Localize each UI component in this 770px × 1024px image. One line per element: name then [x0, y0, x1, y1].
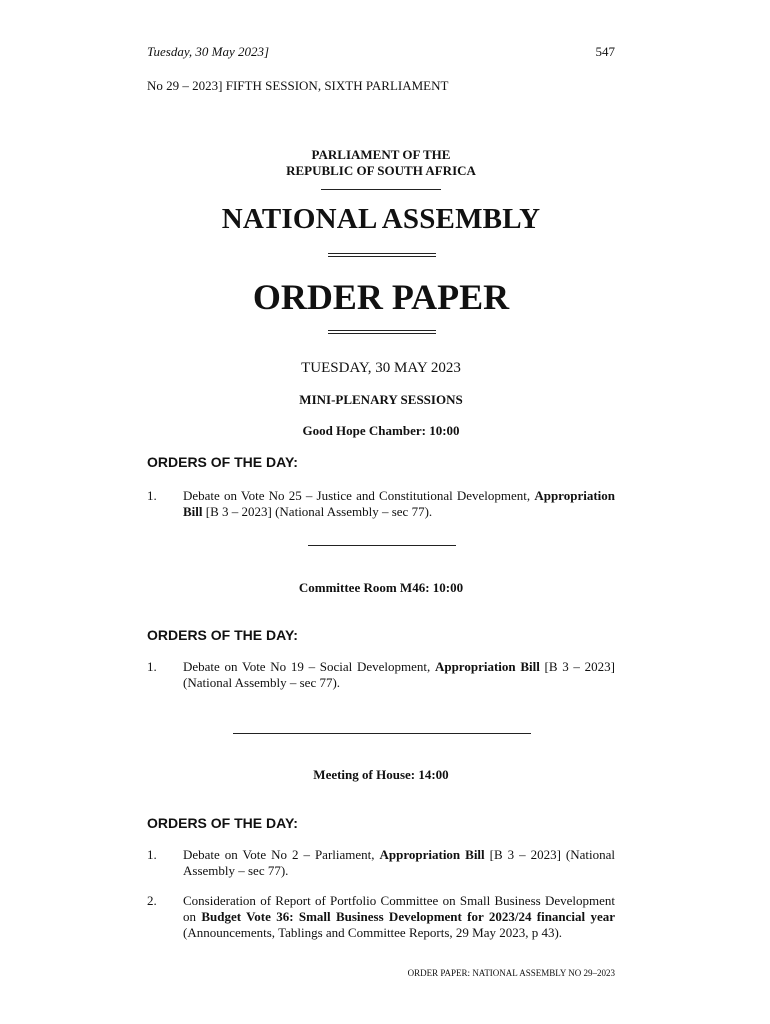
- parliament-line-2: REPUBLIC OF SOUTH AFRICA: [286, 163, 476, 178]
- order-item: [147, 893, 615, 941]
- item-number: 2.: [147, 893, 157, 908]
- section-divider: [233, 733, 531, 734]
- item-text: Debate on Vote No 25 – Justice and Constitutional Development, Appropriation Bill [B 3 – 2023] (National Assembly – sec 77).: [183, 488, 615, 519]
- item-text: Debate on Vote No 19 – Social Development, Appropriation Bill [B 3 – 2023] (National Assembly – sec 77).: [183, 659, 615, 690]
- double-rule: [328, 253, 436, 257]
- double-rule: [328, 330, 436, 334]
- item-number: 1.: [147, 659, 157, 674]
- item-number: 1.: [147, 847, 157, 862]
- house-title: NATIONAL ASSEMBLY: [221, 203, 541, 235]
- page-footer: ORDER PAPER: NATIONAL ASSEMBLY NO 29–2023: [407, 968, 615, 978]
- item-number: 1.: [147, 488, 157, 503]
- item-text: Consideration of Report of Portfolio Committee on Small Business Development on Budget Vote 36: Small Business Development for 2023/24 financial year (Announcements, Tablings and Committee Reports, 29 May 2023, p 43).: [183, 893, 615, 940]
- order-item: [147, 847, 615, 879]
- session-line: No 29 – 2023] FIFTH SESSION, SIXTH PARLIAMENT: [147, 78, 449, 93]
- item-text: Debate on Vote No 2 – Parliament, Appropriation Bill [B 3 – 2023] (National Assembly – sec 77).: [183, 847, 615, 878]
- venue-heading: Meeting of House: 14:00: [313, 767, 449, 782]
- section-divider: [308, 545, 456, 546]
- venue-heading: Committee Room M46: 10:00: [298, 580, 464, 595]
- page-number: 547: [595, 44, 615, 59]
- header-date: Tuesday, 30 May 2023]: [147, 44, 270, 59]
- parliament-line-1: PARLIAMENT OF THE: [311, 147, 451, 162]
- orders-heading: ORDERS OF THE DAY:: [147, 815, 298, 831]
- document-title: ORDER PAPER: [252, 277, 510, 317]
- parliament-heading: [147, 147, 615, 179]
- orders-heading: ORDERS OF THE DAY:: [147, 454, 298, 470]
- order-item: [147, 659, 615, 691]
- venue-heading: Good Hope Chamber: 10:00: [302, 423, 460, 438]
- sessions-heading: MINI-PLENARY SESSIONS: [299, 392, 463, 407]
- sitting-date: TUESDAY, 30 MAY 2023: [301, 360, 461, 376]
- order-item: [147, 488, 615, 520]
- orders-heading: ORDERS OF THE DAY:: [147, 627, 298, 643]
- short-rule: [321, 189, 441, 190]
